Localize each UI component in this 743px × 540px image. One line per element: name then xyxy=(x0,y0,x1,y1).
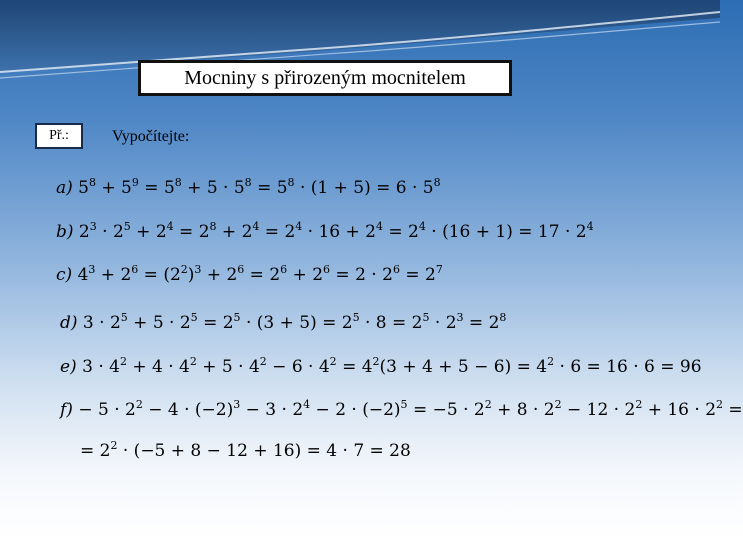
exponent: 2 xyxy=(635,398,643,411)
equation-label: f) xyxy=(60,400,79,420)
exponent: 4 xyxy=(252,220,260,233)
exponent: 2 xyxy=(135,398,143,411)
exponent: 8 xyxy=(433,176,441,189)
exponent: 3 xyxy=(89,220,97,233)
exponent: 5 xyxy=(422,311,430,324)
exponent: 9 xyxy=(131,176,139,189)
exponent: 5 xyxy=(400,398,408,411)
exponent: 6 xyxy=(280,263,288,276)
exponent: 5 xyxy=(190,311,198,324)
exponent: 2 xyxy=(554,398,562,411)
exponent: 5 xyxy=(123,220,131,233)
exponent: 6 xyxy=(392,263,400,276)
equation-label: c) xyxy=(56,265,78,285)
exponent: 6 xyxy=(237,263,245,276)
exponent: 2 xyxy=(180,263,188,276)
prompt-text: Vypočítejte: xyxy=(112,128,190,145)
exponent: 2 xyxy=(329,355,337,368)
exponent: 8 xyxy=(209,220,217,233)
equation-b: b) $2^3 \cdot 2^5 + 2^4 = 2^8 + 2^4 = 2^4 \cdot 16 + 2^4 = 2^4 \cdot (16 + 1) = 17 \cdot 2^4$ xyxy=(56,220,594,242)
exponent: 3 xyxy=(456,311,464,324)
exponent: 8 xyxy=(287,176,295,189)
exponent: 2 xyxy=(110,439,118,452)
exponent: 3 xyxy=(194,263,202,276)
exponent: 8 xyxy=(499,311,507,324)
equation-c: c) $4^3 + 2^6 = (2^2)^3 + 2^6 = 2^6 + 2^6 = 2 \cdot 2^6 = 2^7$ xyxy=(56,263,443,285)
exponent: 8 xyxy=(89,176,96,189)
equation-a: a) $5^8 + 5^9 = 5^8 + 5 \cdot 5^8 = 5^8 \cdot (1 + 5) = 6 \cdot 5^8$ xyxy=(56,176,441,198)
equation-d: d) $3 \cdot 2^5 + 5 \cdot 2^5 = 2^5 \cdot (3 + 5) = 2^5 \cdot 8 = 2^5 \cdot 2^3 = 2^8$ xyxy=(60,311,507,333)
exponent: 5 xyxy=(120,311,128,324)
exponent: 4 xyxy=(303,398,311,411)
exponent: 3 xyxy=(233,398,241,411)
exponent: 5 xyxy=(352,311,360,324)
equation-e: e) $3 \cdot 4^2 + 4 \cdot 4^2 + 5 \cdot 4^2 - 6 \cdot 4^2 = 4^2(3 + 4 + 5 - 6) = 4^2 \cdot 6 = 16 \cdot 6 = 96$ xyxy=(60,355,702,377)
exponent: 4 xyxy=(418,220,426,233)
exponent: 8 xyxy=(244,176,252,189)
exponent: 4 xyxy=(376,220,383,233)
equation-f-continued: = $2^2 \cdot (-5 + 8 - 12 + 16) = 4 \cdot 7 = 28$ xyxy=(80,439,411,461)
exponent: 4 xyxy=(586,220,594,233)
equation-label: d) xyxy=(60,313,83,333)
exponent: 2 xyxy=(484,398,492,411)
equation-f: $f) - 5 \cdot 2^2 - 4 \cdot (-2)^3 - 3 \cdot 2^4 - 2 \cdot (-2)^5 = -5 \cdot 2^2 + 8 \cdot 2^2 - 12 \cdot 2^2 + 16 \cdot 2^2$ = xyxy=(60,398,743,420)
slide-title: Mocniny s přirozeným mocnitelem xyxy=(138,60,512,96)
exponent: 4 xyxy=(295,220,303,233)
equation-label: e) xyxy=(60,357,83,377)
exponent: 2 xyxy=(547,355,555,368)
exponent: 7 xyxy=(435,263,443,276)
exponent: 3 xyxy=(88,263,96,276)
exponent: 2 xyxy=(189,355,197,368)
exponent: 2 xyxy=(259,355,267,368)
exponent: 2 xyxy=(119,355,127,368)
exponent: 4 xyxy=(166,220,174,233)
exponent: 5 xyxy=(233,311,241,324)
exponent: 2 xyxy=(372,355,380,368)
exponent: 8 xyxy=(174,176,182,189)
exponent: 6 xyxy=(131,263,139,276)
equation-label: a) xyxy=(56,178,79,198)
exponent: 6 xyxy=(323,263,331,276)
equation-label: b) xyxy=(56,222,79,242)
exponent: 2 xyxy=(716,398,724,411)
example-tag: Př.: xyxy=(35,123,83,149)
